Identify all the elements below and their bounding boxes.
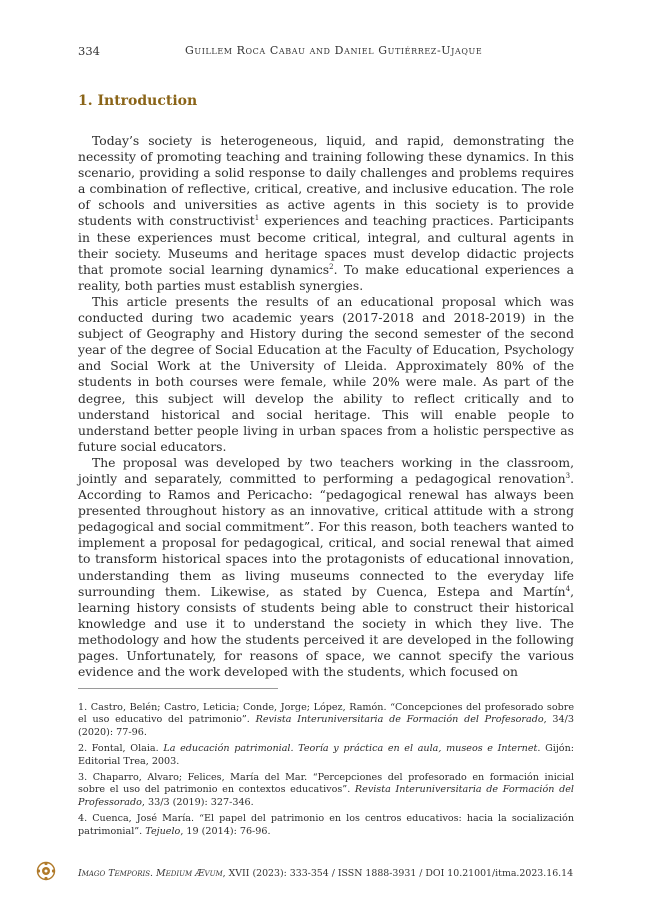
page-number: 334 — [78, 44, 100, 58]
footnote-divider — [78, 688, 278, 689]
journal-footer — [78, 868, 573, 879]
footnote-2 — [78, 743, 574, 768]
footnote-4-journal: Tejuelo — [145, 825, 181, 837]
paragraph-3 — [78, 455, 574, 680]
footnote-ref-4[interactable]: 4 — [565, 584, 571, 593]
footnote-ref-2[interactable]: 2 — [329, 262, 334, 271]
footnote-ref-3[interactable]: 3 — [565, 471, 571, 480]
running-header-authors: Guillem Roca Cabau and Daniel Gutiérrez-Ujaque — [185, 44, 483, 57]
footnote-1-pages: , 34/3 (2020): 77-96. — [78, 714, 574, 738]
footnote-4-pages: , 19 (2014): 76-96. — [180, 825, 271, 837]
footnote-3-text: 3. Chaparro, Alvaro; Felices, María del Mar. “Percepciones del profesorado en formación inicial sobre el uso del patrimonio en contextos educativos”. — [78, 772, 574, 796]
paragraph-1-text-a: Today’s society is heterogeneous, liquid, and rapid, demonstrating the necessity of promoting teaching and training following these dynamics. In this scenario, providing a solid response to daily challenges and problems requires a combination of reflective, critical, creative, and inclusive education. The role of schools and universities as active agents in this society is to provide students with constructivist — [78, 134, 574, 229]
footnote-3-journal: Revista Interuniversitaria de Formación del Professorado — [78, 784, 574, 808]
footnote-ref-1[interactable]: 1 — [254, 214, 260, 223]
footnote-2-pages: . Gijón: Editorial Trea, 2003. — [78, 743, 574, 767]
footnote-1 — [78, 702, 574, 739]
footnote-3-pages: , 33/3 (2019): 327-346. — [141, 796, 254, 808]
footnotes — [78, 702, 574, 842]
journal-name: Imago Temporis. Medium Ævum — [78, 868, 223, 879]
paragraph-2: This article presents the results of an educational proposal which was conducted during two academic years (2017-2018 and 2018-2019) in the subject of Geography and History during the second semester of the second year of the degree of Social Education at the Faculty of Education, Psychology and Social Work at the University of Lleida. Approximately 80% of the students in both courses were female, while 20% were male. As part of the degree, this subject will develop the ability to reflect critically and to understand historical and social heritage. This will enable people to understand better people living in urban spaces from a holistic perspective as future social educators. — [78, 294, 574, 454]
ornament-logo-icon — [36, 861, 56, 881]
paragraph-3-text-a: The proposal was developed by two teachers working in the classroom, jointly and separately, committed to performing a pedagogical renovation — [78, 455, 574, 486]
footnote-2-book: La educación patrimonial. Teoría y práctica en el aula, museos e Internet — [163, 743, 538, 755]
footnote-1-text: 1. Castro, Belén; Castro, Leticia; Conde, Jorge; López, Ramón. “Concepciones del profesorado sobre el uso educativo del patrimonio”. — [78, 702, 574, 726]
paragraph-1-text-b: experiences and teaching practices. Participants in these experiences must become critical, integral, and cultural agents in their society. Museums and heritage spaces must develop didactic projects that promote social learning dynamics — [78, 214, 574, 277]
paragraph-1-text-c: . To make educational experiences a reality, both parties must establish synergies. — [78, 262, 574, 293]
section-heading: 1. Introduction — [78, 93, 198, 109]
journal-citation: , XVII (2023): 333-354 / ISSN 1888-3931 / DOI 10.21001/itma.2023.16.14 — [222, 868, 574, 879]
footnote-2-text: 2. Fontal, Olaia. — [78, 743, 164, 755]
paragraph-1 — [78, 133, 574, 294]
footnote-1-journal: Revista Interuniversitaria de Formación del Profesorado — [255, 714, 544, 726]
footnote-3 — [78, 772, 574, 809]
footnote-4-text: 4. Cuenca, José María. “El papel del patrimonio en los centros educativos: hacia la socialización patrimonial”. — [78, 813, 574, 837]
paragraph-3-text-b: . According to Ramos and Pericacho: “pedagogical renewal has always been presented throughout history as an innovative, critical attitude with a strong pedagogical and social commitment”. For this reason, both teachers wanted to implement a proposal for pedagogical, critical, and social renewal that aimed to transform historical spaces into the protagonists of educational innovation, understanding them as living museums connected to the everyday life surrounding them. Likewise, as stated by Cuenca, Estepa and Martín — [78, 471, 574, 599]
paragraph-3-text-c: , learning history consists of students being able to construct their historical knowledge and use it to understand the society in which they live. The methodology and how the students perceived it are developed in the following pages. Unfortunately, for reasons of space, we cannot specify the various evidence and the work developed with the students, which focused on — [78, 584, 574, 680]
body-text — [78, 133, 574, 680]
footnote-4 — [78, 813, 574, 838]
